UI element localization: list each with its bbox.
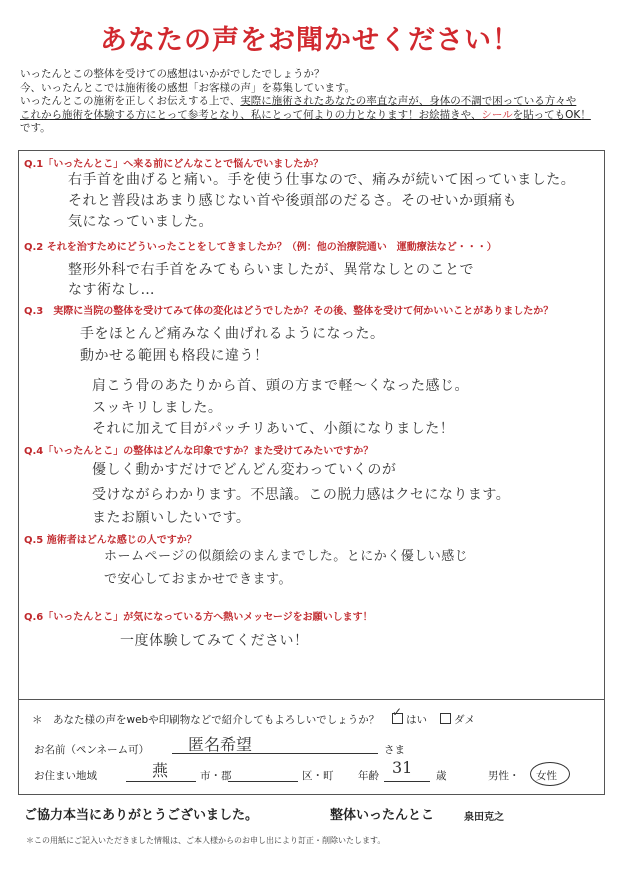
answer-1-line-1: 右手首を曲げると痛い。手を使う仕事なので、痛みが続いて困っていました。 [68,172,576,188]
town-label: 区・町 [302,770,334,782]
consent-no-label: ダメ [454,714,475,726]
name-underline [172,753,378,754]
answer-5-line-2: で安心しておまかせできます。 [104,572,292,587]
answer-2-line-1: 整形外科で右手首をみてもらいましたが、異常なしとのことで [68,262,474,278]
answer-3-line-3: 肩こう骨のあたりから首、頭の方まで軽〜くなった感じ。 [92,378,469,394]
intro-line-1: いったんとこの整体を受けての感想はいかがでしたでしょうか？ [20,68,325,80]
privacy-note: ＊この用紙にご記入いただきました情報は、ご本人様からのお申し出により訂正・削除いたします。 [26,836,386,845]
answer-5-line-1: ホームページの似顔絵のまんまでした。とにかく優しい感じ [104,549,469,564]
answer-1-line-2: それと普段はあまり感じない首や後頭部のだるさ。そのせいか頭痛も [68,193,517,209]
name-label: お名前（ペンネーム可） [34,744,150,756]
answer-3-line-1: 手をほとんど痛みなく曲げれるようになった。 [80,326,385,342]
answer-1-line-3: 気になっていました。 [68,214,213,230]
answer-2-line-2: なす術なし… [68,282,155,298]
question-6: Q.6「いったんとこ」が気になっている方へ熱いメッセージをお願いします！ [24,612,373,623]
name-suffix: さま [384,744,405,756]
owner-name: 泉田克之 [464,812,504,823]
answer-3-line-2: 動かせる範囲も格段に違う！ [80,348,269,364]
answer-4-line-3: またお願いしたいです。 [92,510,251,526]
consent-no-checkbox[interactable] [440,713,451,724]
question-5: Q.5 施術者はどんな感じの人ですか？ [24,535,197,546]
age-label: 年齢 [358,770,379,782]
answer-6-line-1: 一度体験してみてください！ [120,633,309,649]
address-value[interactable]: 燕 [152,761,169,780]
age-suffix: 歳 [436,770,447,782]
consent-question: ＊ あなた様の声をwebや印刷物などで紹介してもよろしいでしょうか？ [32,714,380,726]
name-value[interactable]: 匿名希望 [188,735,253,754]
age-value[interactable]: 31 [392,758,413,777]
intro-line-4c: を貼ってもOK！ [512,108,591,121]
intro-line-4a: これから施術を体験する方にとって参考となり、私にとって何よりの力となります！お絵描きや、 [20,108,482,121]
intro-line-2: 今、いったんとこでは施術後の感想「お客様の声」を募集しています。 [20,81,356,94]
city-label: 市・郡 [200,770,232,782]
town-underline [228,781,298,782]
consent-yes-label: はい [406,714,427,726]
question-4: Q.4「いったんとこ」の整体はどんな印象ですか？また受けてみたいですか？ [24,446,374,457]
intro-line-3 [20,95,605,109]
question-1: Q.1「いったんとこ」へ来る前にどんなことで悩んでいましたか？ [24,159,324,170]
answer-3-line-5: それに加えて目がパッチリあいて、小顔になりました！ [92,421,455,437]
intro-line-3b: 実際に施術されたあなたの率直な声が、身体の不調で困っている方々や [240,95,577,107]
intro-line-5: です。 [20,122,51,134]
intro-line-4 [20,109,605,123]
selected-gender-circle [530,762,570,786]
answer-3-line-4: スッキリしました。 [92,400,223,416]
age-underline [384,781,430,782]
gender-male-label[interactable]: 男性・ [488,770,520,782]
intro-line-4b: シール [481,108,513,121]
page-title: あなたの声をお聞かせください！ [100,25,520,56]
address-underline [126,781,196,782]
intro-line-3a: いったんとこの施術を正しくお伝えする上で、 [20,95,241,107]
question-3: Q.3 実際に当院の整体を受けてみて体の変化はどうでしたか？その後、整体を受けて何かいいことがありましたか？ [24,306,554,317]
answer-4-line-1: 優しく動かすだけでどんどん変わっていくのが [92,462,397,478]
answer-4-line-2: 受けながらわかります。不思議。この脱力感はクセになります。 [92,487,511,503]
check-mark-icon: ✓ [392,705,403,719]
intro-text [20,68,605,136]
question-2: Q.2 それを治すためにどういったことをしてきましたか？（例：他の治療院通い 運動療法など・・・） [24,242,497,253]
thanks-text: ご協力本当にありがとうございました。 [24,808,259,823]
gender-female-label[interactable]: 女性 [536,770,557,782]
shop-name: 整体いったんとこ [330,808,435,823]
address-label: お住まい地域 [34,770,97,782]
